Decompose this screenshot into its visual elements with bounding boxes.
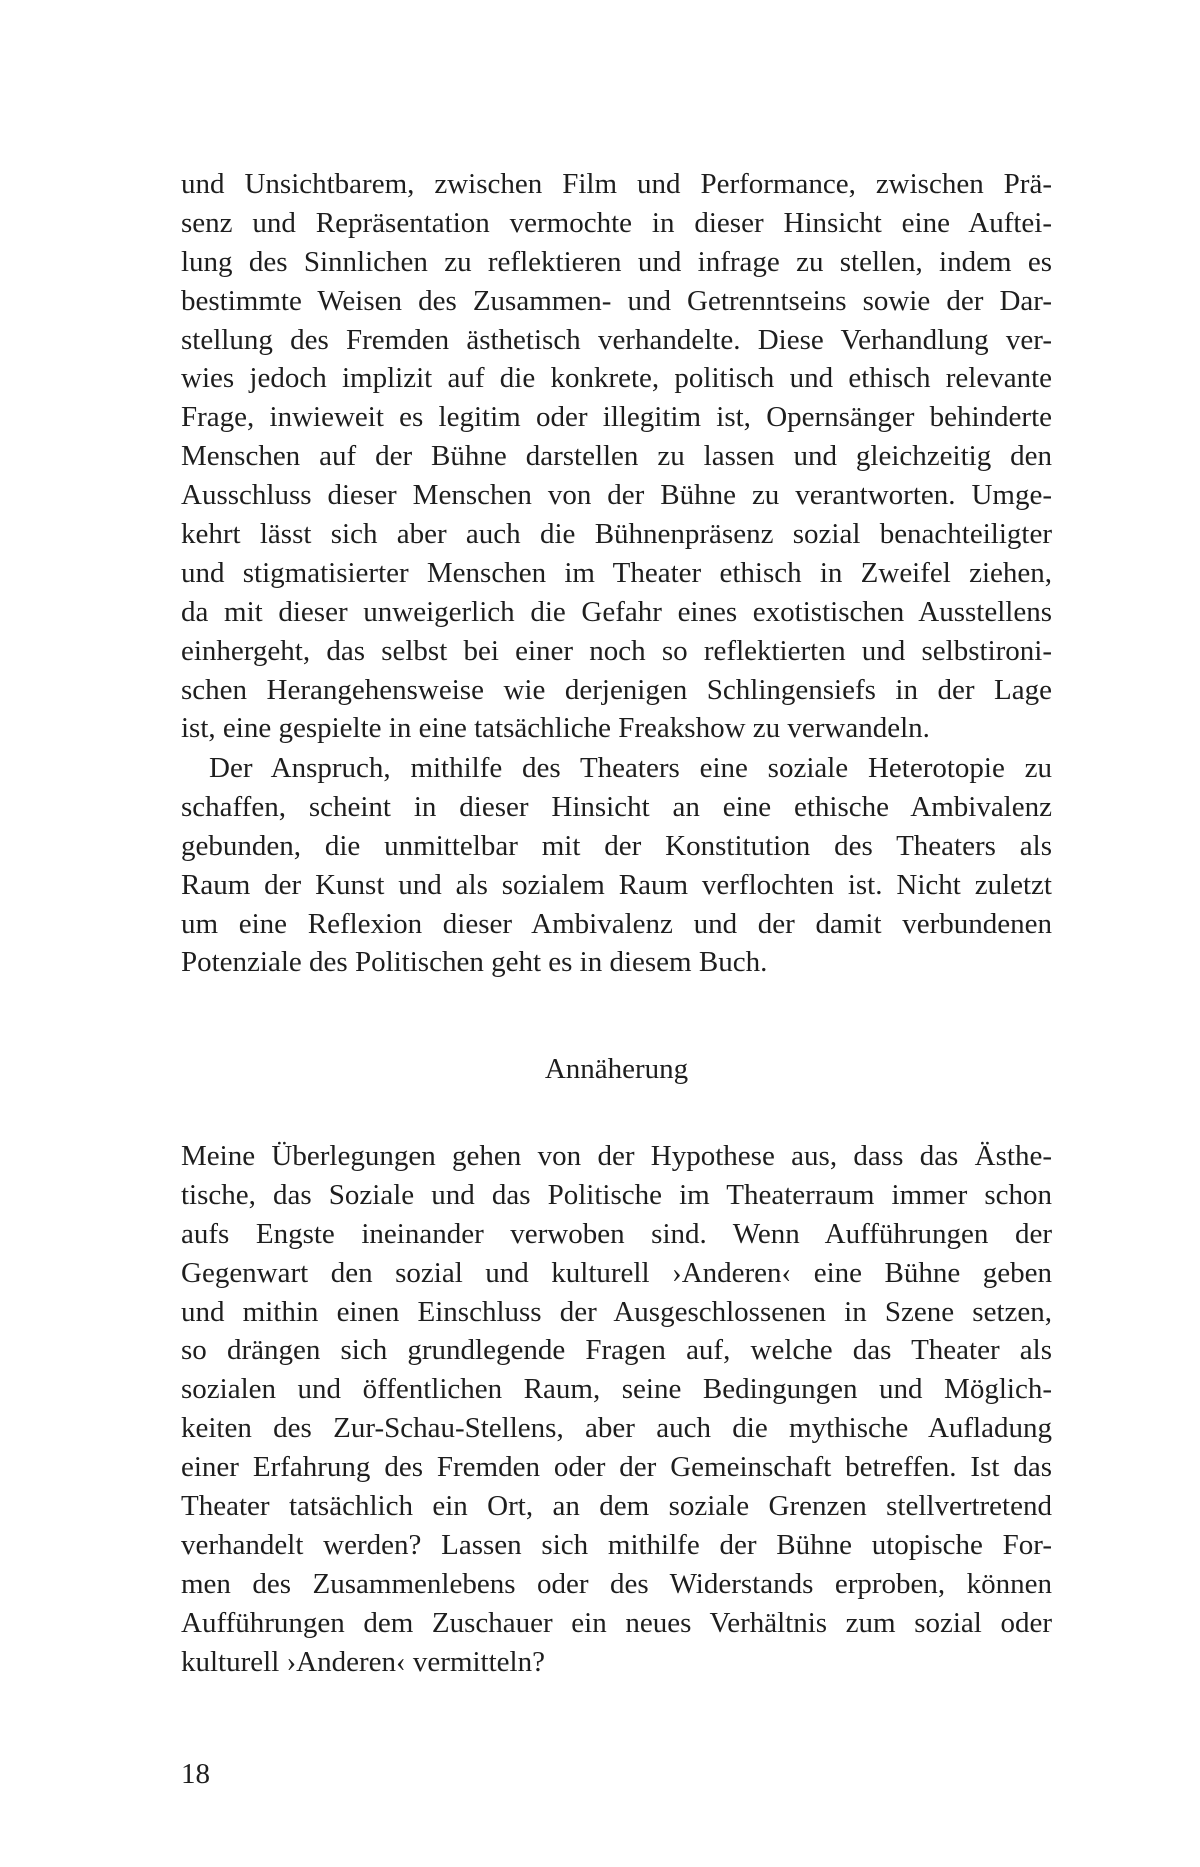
text-line: einhergeht, das selbst bei einer noch so reflektierten und selbstironi-	[181, 634, 1052, 667]
text-line: schen Herangehensweise wie derjenigen Schlingensiefs in der Lage	[181, 673, 1052, 706]
text-line: ist, eine gespielte in eine tatsächliche Freakshow zu verwandeln.	[181, 712, 930, 745]
text-line: Menschen auf der Bühne darstellen zu lassen und gleichzeitig den	[181, 440, 1052, 473]
text-line: schaffen, scheint in dieser Hinsicht an eine ethische Ambivalenz	[181, 790, 1052, 823]
text-line: kulturell ›Anderen‹ vermitteln?	[181, 1645, 545, 1678]
text-line: Theater tatsächlich ein Ort, an dem soziale Grenzen stellvertretend	[181, 1490, 1052, 1523]
text-line: Raum der Kunst und als sozialem Raum verflochten ist. Nicht zuletzt	[181, 868, 1052, 901]
text-line: bestimmte Weisen des Zusammen- und Getrenntseins sowie der Dar-	[181, 284, 1052, 317]
text-line: da mit dieser unweigerlich die Gefahr eines exotistischen Ausstellens	[181, 595, 1052, 628]
text-line: stellung des Fremden ästhetisch verhandelte. Diese Verhandlung ver-	[181, 323, 1052, 356]
text-line: aufs Engste ineinander verwoben sind. Wenn Aufführungen der	[181, 1217, 1052, 1250]
text-line: tische, das Soziale und das Politische im Theaterraum immer schon	[181, 1178, 1052, 1211]
text-line: gebunden, die unmittelbar mit der Konstitution des Theaters als	[181, 829, 1052, 862]
text-line: kehrt lässt sich aber auch die Bühnenpräsenz sozial benachteiligter	[181, 518, 1052, 551]
text-line: Der Anspruch, mithilfe des Theaters eine soziale Heterotopie zu	[209, 752, 1052, 784]
text-line: und stigmatisierter Menschen im Theater ethisch in Zweifel ziehen,	[181, 556, 1052, 589]
text-line: Gegenwart den sozial und kulturell ›Anderen‹ eine Bühne geben	[181, 1256, 1052, 1289]
text-line: Potenziale des Politischen geht es in diesem Buch.	[181, 946, 768, 979]
text-line: so drängen sich grundlegende Fragen auf, welche das Theater als	[181, 1334, 1052, 1367]
paragraph	[181, 749, 1052, 982]
text-line: sozialen und öffentlichen Raum, seine Bedingungen und Möglich-	[181, 1373, 1052, 1406]
text-line: keiten des Zur-Schau-Stellens, aber auch die mythische Aufladung	[181, 1412, 1052, 1445]
text-line: men des Zusammenlebens oder des Widerstands erproben, können	[181, 1567, 1052, 1600]
text-line: lung des Sinnlichen zu reflektieren und infrage zu stellen, indem es	[181, 245, 1052, 278]
text-line: und mithin einen Einschluss der Ausgeschlossenen in Szene setzen,	[181, 1295, 1052, 1328]
text-line: wies jedoch implizit auf die konkrete, politisch und ethisch relevante	[181, 362, 1052, 395]
page-number: 18	[181, 1758, 210, 1790]
paragraph	[181, 1137, 1052, 1681]
text-line: senz und Repräsentation vermochte in dieser Hinsicht eine Auftei-	[181, 206, 1052, 239]
text-line: Frage, inwieweit es legitim oder illegitim ist, Opernsänger behinderte	[181, 401, 1052, 434]
text-line: einer Erfahrung des Fremden oder der Gemeinschaft betreffen. Ist das	[181, 1451, 1052, 1484]
text-line: um eine Reflexion dieser Ambivalenz und der damit verbundenen	[181, 907, 1052, 940]
text-line: Aufführungen dem Zuschauer ein neues Verhältnis zum sozial oder	[181, 1606, 1052, 1639]
text-line: und Unsichtbarem, zwischen Film und Performance, zwischen Prä-	[181, 168, 1052, 200]
paragraph	[181, 165, 1052, 748]
text-line: verhandelt werden? Lassen sich mithilfe der Bühne utopische For-	[181, 1528, 1052, 1561]
text-line: Ausschluss dieser Menschen von der Bühne zu verantworten. Umge-	[181, 479, 1052, 512]
section-heading: Annäherung	[544, 1053, 689, 1085]
text-line: Meine Überlegungen gehen von der Hypothese aus, dass das Ästhe-	[181, 1140, 1052, 1172]
